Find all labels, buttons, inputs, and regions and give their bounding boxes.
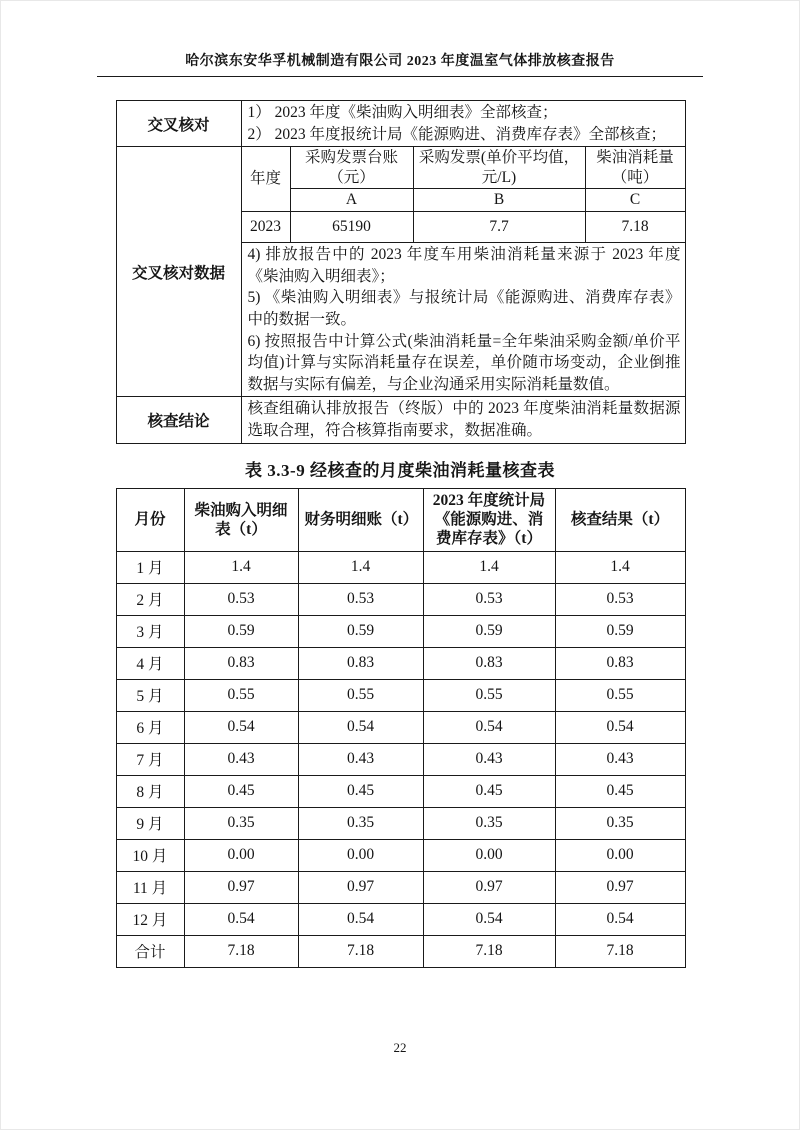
conclusion-content [241,397,685,443]
value-cell: 0.55 [555,679,685,711]
total-row [116,935,685,967]
page-number: 22 [393,1040,407,1055]
year-column-header: 年度 [241,147,290,212]
value-cell: 0.35 [555,807,685,839]
unit-price-column-header: 采购发票(单价平均值，元/L) [413,147,585,189]
value-cell: 0.54 [555,711,685,743]
value-cell: 0.54 [298,903,423,935]
month-cell: 7 月 [116,743,184,775]
cross-check-row [116,101,685,147]
column-header-purchase-detail: 柴油购入明细表（t） [184,488,298,551]
cross-check-content [241,101,685,147]
value-cell: 0.53 [298,583,423,615]
conclusion-text: 核查组确认排放报告（终版）中的 2023 年度柴油消耗量数据源选取合理，符合核算指南要求，数据准确。 [247,400,681,439]
consumption-cell: 7.18 [585,212,685,243]
value-cell: 0.45 [298,775,423,807]
check-item-5: 5) 《柴油购入明细表》与报统计局《能源购进、消费库存表》中的数据一致。 [247,289,681,328]
value-cell: 0.55 [298,679,423,711]
table-row [116,903,685,935]
value-cell: 0.45 [423,775,555,807]
value-cell: 0.55 [423,679,555,711]
value-cell: 0.00 [423,839,555,871]
value-cell: 0.00 [555,839,685,871]
value-cell: 0.97 [423,871,555,903]
conclusion-row [116,397,685,443]
table-row [116,647,685,679]
value-cell: 0.53 [423,583,555,615]
value-cell: 0.59 [184,615,298,647]
table-row [116,807,685,839]
cross-check-table [116,100,686,444]
column-code-b: B [413,189,585,212]
monthly-consumption-table [116,488,686,968]
document-header-title: 哈尔滨东安华孚机械制造有限公司 2023 年度温室气体排放核查报告 [185,54,615,69]
column-code-a: A [290,189,413,212]
invoice-ledger-column-header: 采购发票台账（元） [290,147,413,189]
value-cell: 0.53 [555,583,685,615]
invoice-header-row [116,147,685,189]
value-cell: 0.00 [298,839,423,871]
value-cell: 0.83 [423,647,555,679]
value-cell: 0.43 [184,743,298,775]
value-cell: 0.43 [298,743,423,775]
value-cell: 0.35 [298,807,423,839]
month-cell: 2 月 [116,583,184,615]
check-item-2: 2） 2023 年度报统计局《能源购进、消费库存表》全部核查； [247,125,667,143]
cross-check-data-notes [241,243,685,397]
value-cell: 0.59 [423,615,555,647]
month-cell: 3 月 [116,615,184,647]
table-row [116,615,685,647]
value-cell: 1.4 [555,551,685,583]
month-cell: 5 月 [116,679,184,711]
value-cell: 0.54 [423,903,555,935]
value-cell: 0.97 [555,871,685,903]
value-cell: 1.4 [184,551,298,583]
row-label-conclusion: 核查结论 [116,397,241,443]
value-cell: 0.97 [184,871,298,903]
value-cell: 0.83 [298,647,423,679]
table-row [116,743,685,775]
row-label-cross-check-data: 交叉核对数据 [116,147,241,397]
column-header-financial-ledger: 财务明细账（t） [298,488,423,551]
row-label-cross-check: 交叉核对 [116,101,241,147]
table-row [116,775,685,807]
month-cell: 6 月 [116,711,184,743]
year-cell: 2023 [241,212,290,243]
value-cell: 1.4 [423,551,555,583]
table-row [116,711,685,743]
value-cell: 0.59 [298,615,423,647]
total-value-cell: 7.18 [298,935,423,967]
month-cell: 4 月 [116,647,184,679]
value-cell: 0.83 [184,647,298,679]
monthly-table-title: 表 3.3-9 经核查的月度柴油消耗量核查表 [245,460,555,480]
month-cell: 12 月 [116,903,184,935]
column-header-verified-result: 核查结果（t） [555,488,685,551]
month-cell: 10 月 [116,839,184,871]
check-item-1: 1） 2023 年度《柴油购入明细表》全部核查； [247,104,558,121]
value-cell: 0.35 [423,807,555,839]
table-row [116,551,685,583]
value-cell: 0.54 [298,711,423,743]
monthly-header-row [116,488,685,551]
value-cell: 0.54 [423,711,555,743]
value-cell: 0.45 [184,775,298,807]
header-divider [97,76,703,77]
value-cell: 0.83 [555,647,685,679]
page-content [116,100,685,968]
value-cell: 1.4 [298,551,423,583]
table-row [116,871,685,903]
month-cell: 9 月 [116,807,184,839]
value-cell: 0.43 [423,743,555,775]
total-value-cell: 7.18 [423,935,555,967]
month-cell: 1 月 [116,551,184,583]
table-row [116,839,685,871]
value-cell: 0.54 [184,903,298,935]
value-cell: 0.43 [555,743,685,775]
total-value-cell: 7.18 [555,935,685,967]
month-cell: 11 月 [116,871,184,903]
value-cell: 0.59 [555,615,685,647]
total-value-cell: 7.18 [184,935,298,967]
column-code-c: C [585,189,685,212]
value-cell: 0.54 [184,711,298,743]
value-cell: 0.97 [298,871,423,903]
value-cell: 0.54 [555,903,685,935]
table-row [116,583,685,615]
ledger-amount-cell: 65190 [290,212,413,243]
column-header-month: 月份 [116,488,184,551]
column-header-statistics-bureau: 2023 年度统计局《能源购进、消费库存表》（t） [423,488,555,551]
value-cell: 0.00 [184,839,298,871]
value-cell: 0.45 [555,775,685,807]
table-row [116,679,685,711]
total-label-cell: 合计 [116,935,184,967]
diesel-consumption-column-header: 柴油消耗量（吨） [585,147,685,189]
unit-price-cell: 7.7 [413,212,585,243]
check-item-4: 4) 排放报告中的 2023 年度车用柴油消耗量来源于 2023 年度《柴油购入明细表》； [247,246,681,285]
month-cell: 8 月 [116,775,184,807]
value-cell: 0.55 [184,679,298,711]
value-cell: 0.35 [184,807,298,839]
value-cell: 0.53 [184,583,298,615]
check-item-6: 6) 按照报告中计算公式(柴油消耗量=全年柴油采购金额/单价平均值)计算与实际消耗量存在误差，单价随市场变动，企业倒推数据与实际有偏差，与企业沟通采用实际消耗量数值。 [247,332,681,393]
